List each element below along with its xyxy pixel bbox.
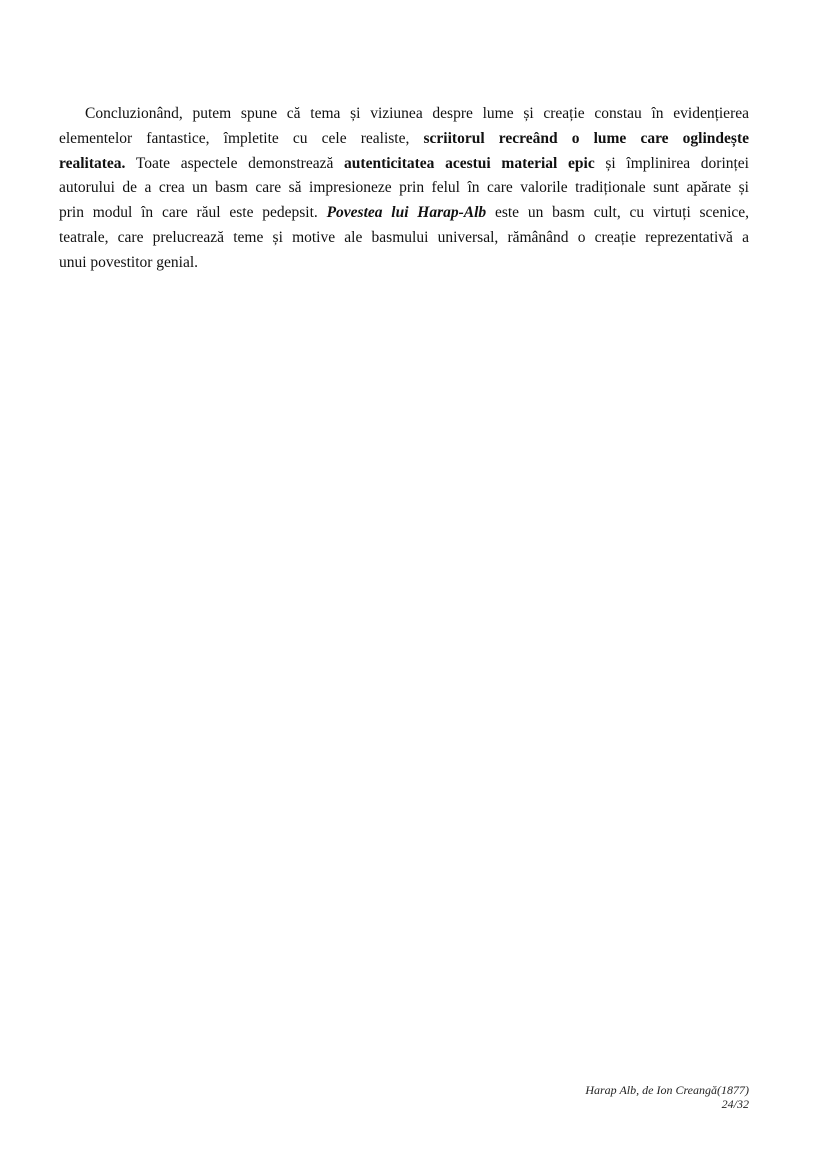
text-run: unui povestitor genial. xyxy=(59,253,199,271)
page-footer xyxy=(585,1083,749,1111)
text-run: elementelor fantastice, împletite cu cele realiste, xyxy=(59,129,424,147)
footer-title: Harap Alb, de Ion Creangă(1877) xyxy=(585,1083,749,1097)
paragraph-line xyxy=(59,127,749,152)
bold-text-run: realitatea. xyxy=(59,154,126,172)
text-run: este un basm cult, cu virtuți scenice, xyxy=(486,204,750,222)
text-run: autorului de a crea un basm care să impresioneze prin felul în care valorile tradiționale sunt apărate și xyxy=(59,179,749,197)
text-run: teatrale, care prelucrează teme și motive ale basmului universal, rămânând o creație reprezentativă a xyxy=(59,228,749,246)
text-run: și împlinirea dorinței xyxy=(594,154,749,172)
paragraph-line xyxy=(59,102,749,127)
paragraph-line xyxy=(59,251,749,276)
page-number: 24/32 xyxy=(721,1097,749,1111)
bold-italic-title: Povestea lui Harap-Alb xyxy=(326,204,487,222)
text-run: Concluzionând, putem spune că tema și viziunea despre lume și creație constau în evidențierea xyxy=(85,105,749,122)
body-paragraph xyxy=(59,102,749,276)
bold-text-run: scriitorul recreând o lume care oglindește xyxy=(423,129,749,147)
paragraph-line xyxy=(59,226,749,251)
paragraph-line xyxy=(59,201,749,226)
text-run: Toate aspectele demonstrează xyxy=(125,154,345,172)
bold-text-run: autenticitatea acestui material epic xyxy=(344,154,595,172)
paragraph-line xyxy=(59,152,749,177)
text-run: prin modul în care răul este pedepsit. xyxy=(59,204,327,222)
paragraph-line xyxy=(59,176,749,201)
